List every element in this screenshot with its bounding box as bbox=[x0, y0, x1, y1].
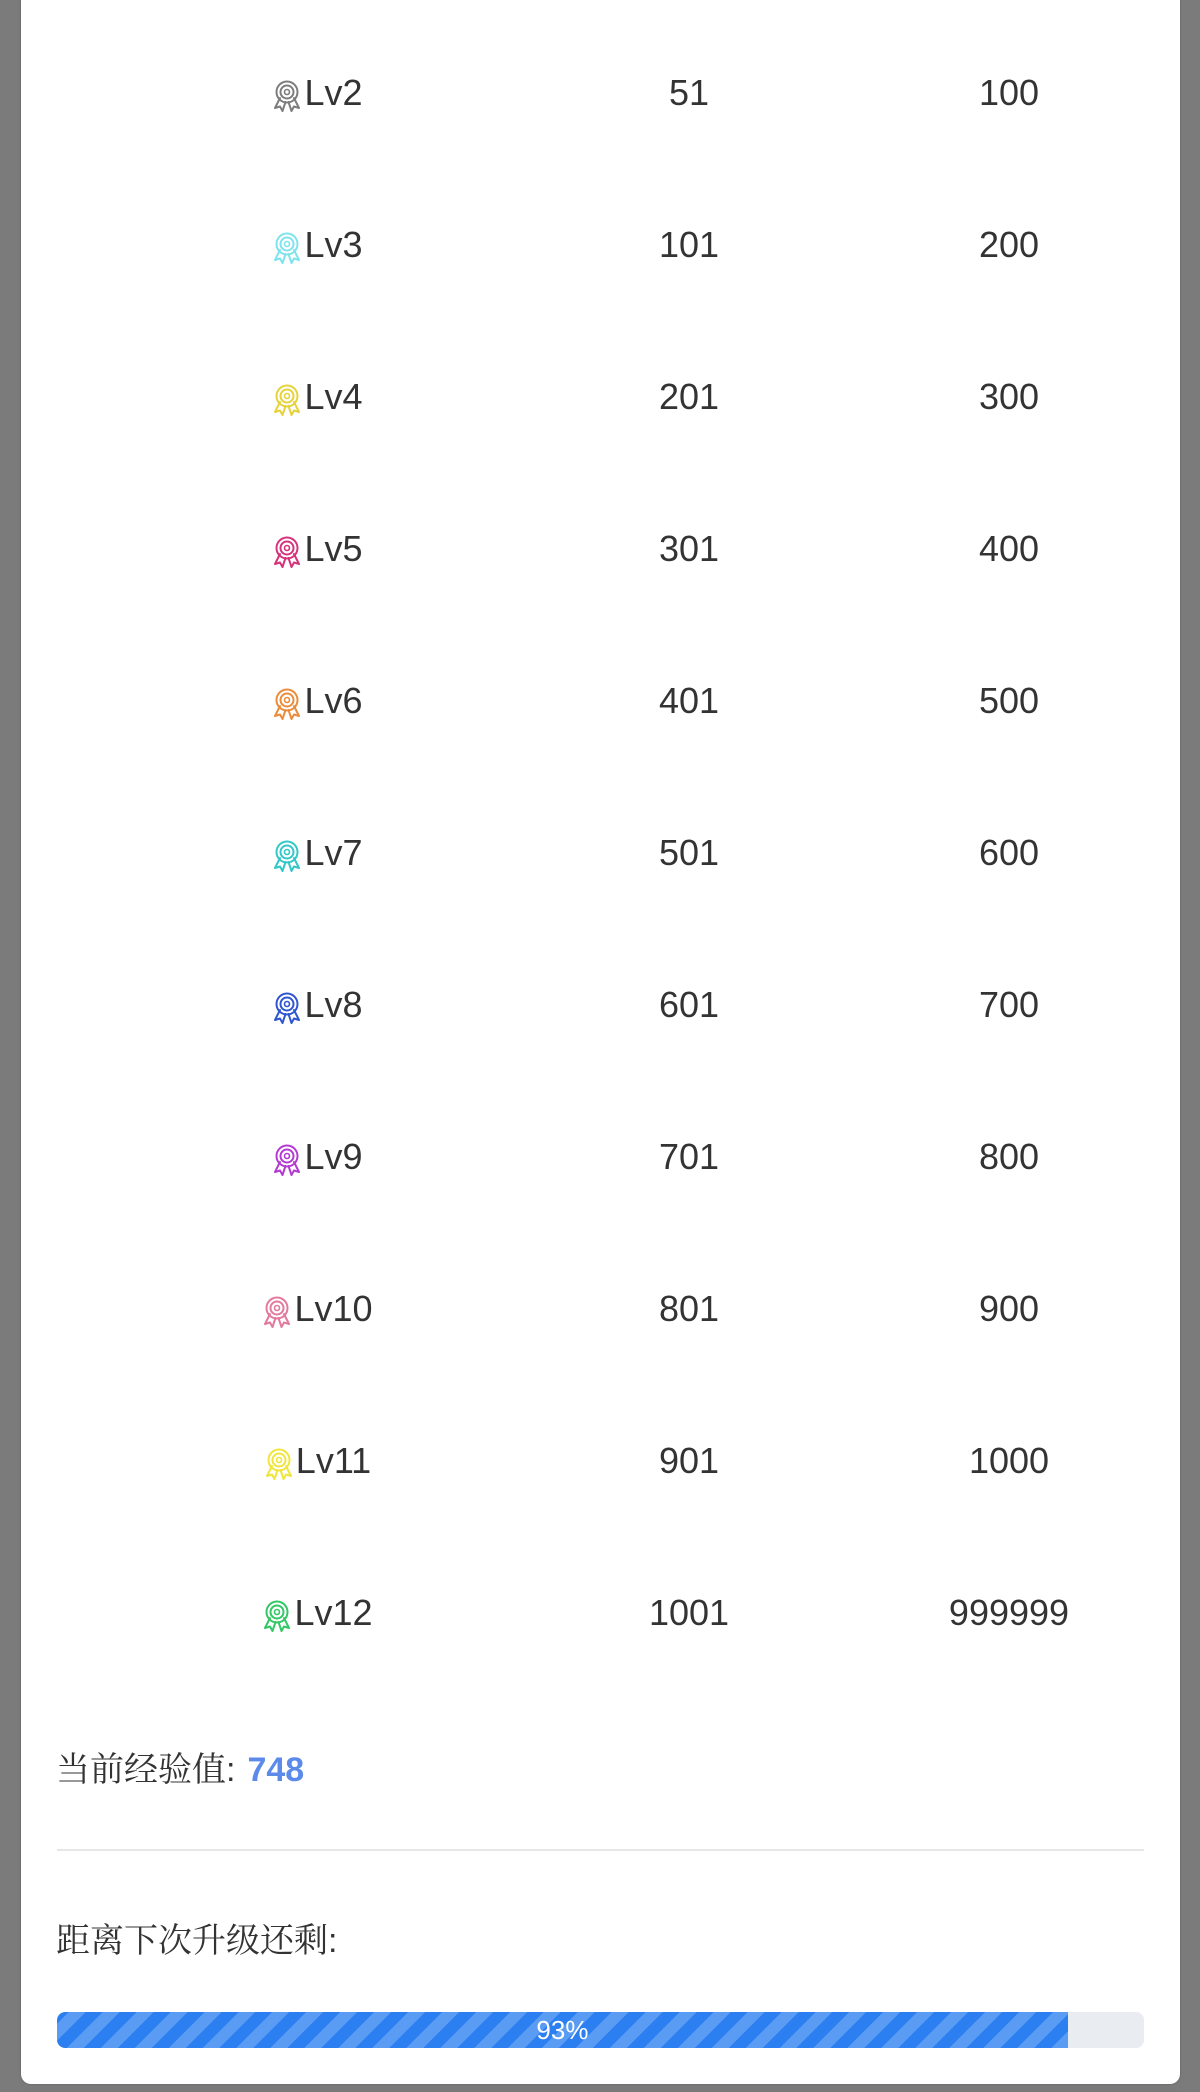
modal-overlay-left bbox=[0, 0, 21, 2092]
min-exp-cell: 701 bbox=[658, 1136, 720, 1177]
medal-icon bbox=[270, 382, 304, 416]
level-label: Lv9 bbox=[304, 1136, 363, 1177]
max-exp-cell: 999999 bbox=[948, 1592, 1070, 1633]
level-label: Lv2 bbox=[304, 72, 363, 113]
medal-icon bbox=[260, 1294, 294, 1328]
level-label: Lv3 bbox=[304, 224, 363, 265]
max-exp-cell: 1000 bbox=[968, 1440, 1050, 1481]
medal-icon bbox=[270, 78, 304, 112]
level-label: Lv6 bbox=[304, 680, 363, 721]
max-exp-cell: 200 bbox=[978, 224, 1040, 265]
min-exp-cell: 101 bbox=[658, 224, 720, 265]
min-exp-cell: 201 bbox=[658, 376, 720, 417]
level-label: Lv5 bbox=[304, 528, 363, 569]
min-exp-cell: 801 bbox=[658, 1288, 720, 1329]
level-cell bbox=[21, 1519, 612, 1707]
level-label: Lv4 bbox=[304, 376, 363, 417]
level-label: Lv12 bbox=[294, 1592, 373, 1633]
level-label: Lv8 bbox=[304, 984, 363, 1025]
max-exp-cell: 500 bbox=[978, 680, 1040, 721]
max-exp-cell: 400 bbox=[978, 528, 1040, 569]
level-info-dialog bbox=[21, 0, 1180, 2084]
medal-icon bbox=[270, 534, 304, 568]
level-label: Lv11 bbox=[295, 1440, 372, 1481]
level-label: Lv7 bbox=[304, 832, 363, 873]
medal-icon bbox=[260, 1598, 294, 1632]
min-exp-cell: 901 bbox=[658, 1440, 720, 1481]
min-exp-cell: 401 bbox=[658, 680, 720, 721]
max-exp-cell: 100 bbox=[978, 72, 1040, 113]
divider bbox=[57, 1849, 1144, 1851]
medal-icon bbox=[270, 838, 304, 872]
min-exp-cell: 601 bbox=[658, 984, 720, 1025]
max-exp-cell: 600 bbox=[978, 832, 1040, 873]
medal-icon bbox=[270, 990, 304, 1024]
current-exp-value: 748 bbox=[247, 1751, 305, 1789]
min-exp-cell: 51 bbox=[668, 72, 710, 113]
level-progress-bar bbox=[57, 2012, 1144, 2048]
modal-overlay-right bbox=[1180, 0, 1200, 2092]
min-exp-cell: 501 bbox=[658, 832, 720, 873]
max-exp-cell: 700 bbox=[978, 984, 1040, 1025]
level-progress-text: 93% bbox=[536, 2015, 589, 2045]
max-exp-cell: 900 bbox=[978, 1288, 1040, 1329]
medal-icon bbox=[270, 230, 304, 264]
medal-icon bbox=[262, 1446, 296, 1480]
min-exp-cell: 1001 bbox=[648, 1592, 730, 1633]
max-exp-cell: 300 bbox=[978, 376, 1040, 417]
medal-icon bbox=[270, 1142, 304, 1176]
medal-icon bbox=[270, 686, 304, 720]
current-exp-label: 当前经验值: bbox=[56, 1751, 236, 1789]
next-level-label: 距离下次升级还剩: bbox=[56, 1922, 338, 1960]
min-exp-cell: 301 bbox=[658, 528, 720, 569]
max-exp-cell: 800 bbox=[978, 1136, 1040, 1177]
current-exp-line bbox=[56, 1742, 304, 1791]
level-label: Lv10 bbox=[294, 1288, 373, 1329]
